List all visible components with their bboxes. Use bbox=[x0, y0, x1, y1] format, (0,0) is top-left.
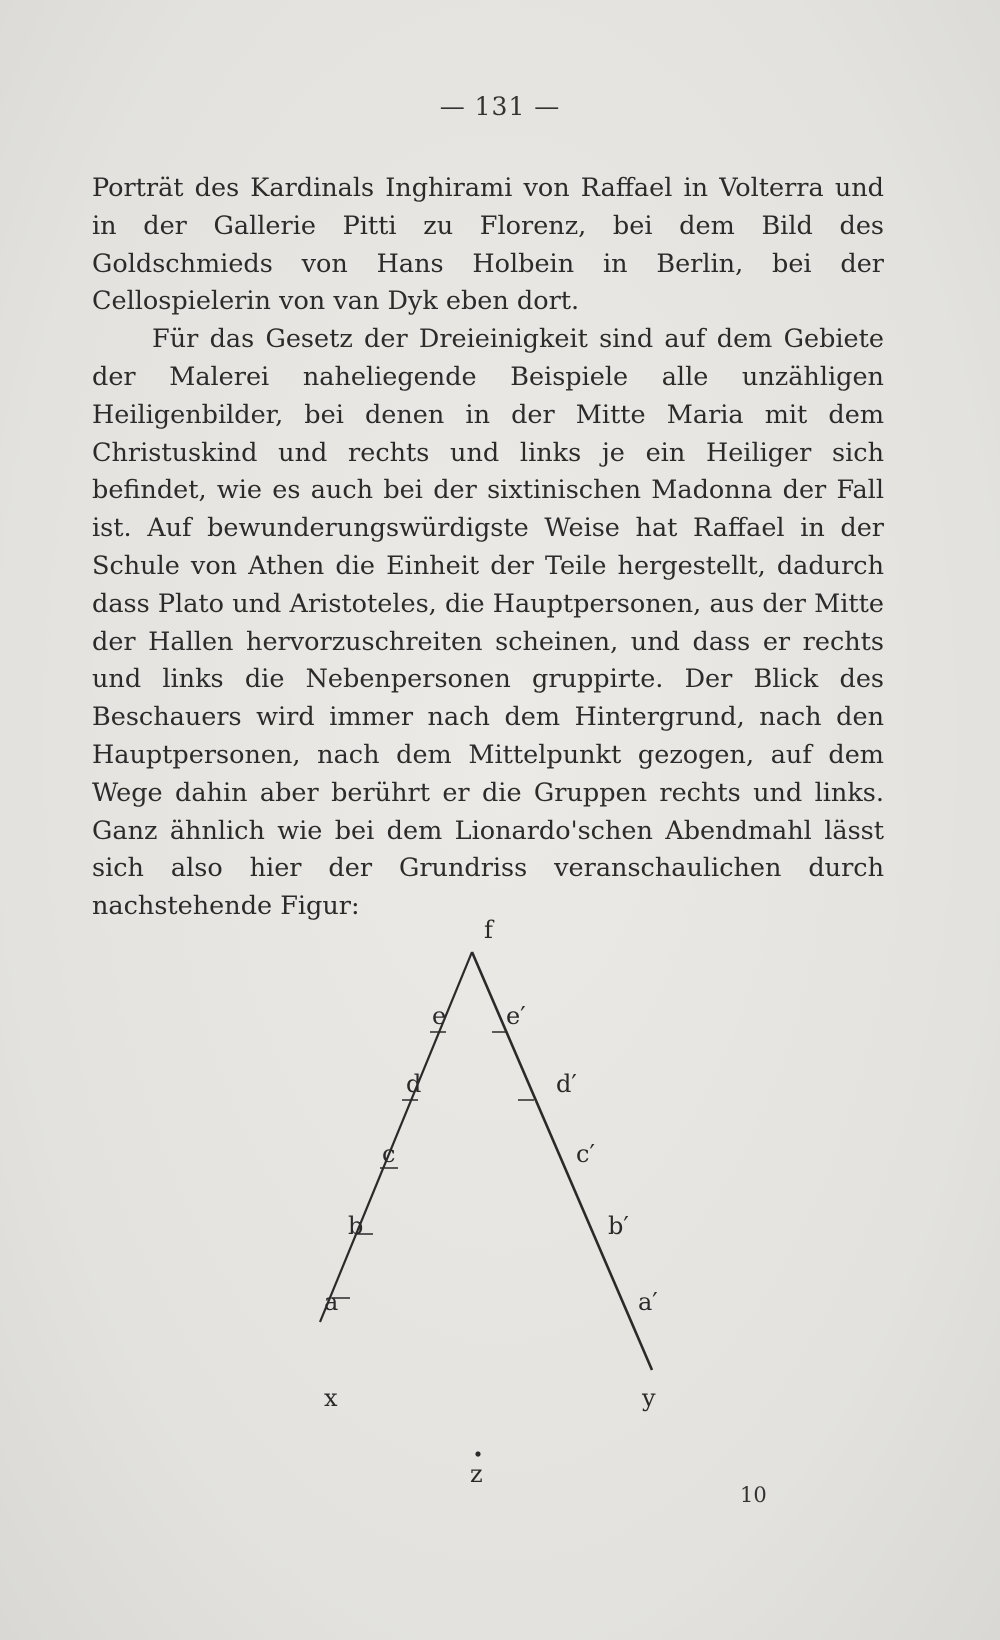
ground-plan-figure bbox=[280, 900, 740, 1500]
label-d: d bbox=[406, 1070, 422, 1098]
right-line bbox=[472, 952, 652, 1370]
label-b-prime: b′ bbox=[608, 1212, 629, 1240]
label-x: x bbox=[324, 1384, 338, 1412]
point-z bbox=[475, 1451, 480, 1456]
label-c-prime: c′ bbox=[576, 1140, 595, 1168]
label-c: c bbox=[382, 1140, 396, 1168]
label-e: e bbox=[432, 1002, 447, 1030]
signature-mark: 10 bbox=[740, 1483, 767, 1507]
label-a: a bbox=[324, 1288, 339, 1316]
label-d-prime: d′ bbox=[556, 1070, 577, 1098]
label-a-prime: a′ bbox=[638, 1288, 658, 1316]
ground-plan-diagram bbox=[280, 900, 740, 1500]
label-b: b bbox=[348, 1212, 364, 1240]
label-e-prime: e′ bbox=[506, 1002, 526, 1030]
label-y: y bbox=[642, 1384, 656, 1412]
label-f: f bbox=[484, 916, 493, 944]
left-line bbox=[320, 952, 472, 1322]
label-z: z bbox=[470, 1460, 483, 1488]
paragraph-1: Porträt des Kardinals Inghirami von Raffael in Volterra und in der Gallerie Pitti zu Florenz, bei dem Bild des Goldschmieds von Hans Holbein in Berlin, bei der Cellospielerin von van Dyk eben dort. bbox=[92, 173, 884, 317]
body-text bbox=[92, 170, 884, 926]
paragraph-2: Für das Gesetz der Dreieinigkeit sind auf dem Gebiete der Malerei naheliegende Beispiele alle unzähligen Heiligenbilder, bei denen in der Mitte Maria mit dem Christuskind und rechts und links je ein Heiliger sich befindet, wie es auch bei der sixtinischen Madonna der Fall ist. Auf bewunderungswürdigste Weise hat Raffael in der Schule von Athen die Einheit der Teile hergestellt, dadurch dass Plato und Aristoteles, die Hauptpersonen, aus der Mitte der Hallen hervorzuschreiten scheinen, und dass er rechts und links die Nebenpersonen gruppirte. Der Blick des Beschauers wird immer nach dem Hintergrund, nach den Hauptpersonen, nach dem Mittelpunkt gezogen, auf dem Wege dahin aber berührt er die Gruppen rechts und links. Ganz ähnlich wie bei dem Lionardo'schen Abendmahl lässt sich also hier der Grundriss veranschaulichen durch nachstehende Figur: bbox=[92, 324, 884, 922]
page-header: — 131 — bbox=[439, 92, 561, 121]
